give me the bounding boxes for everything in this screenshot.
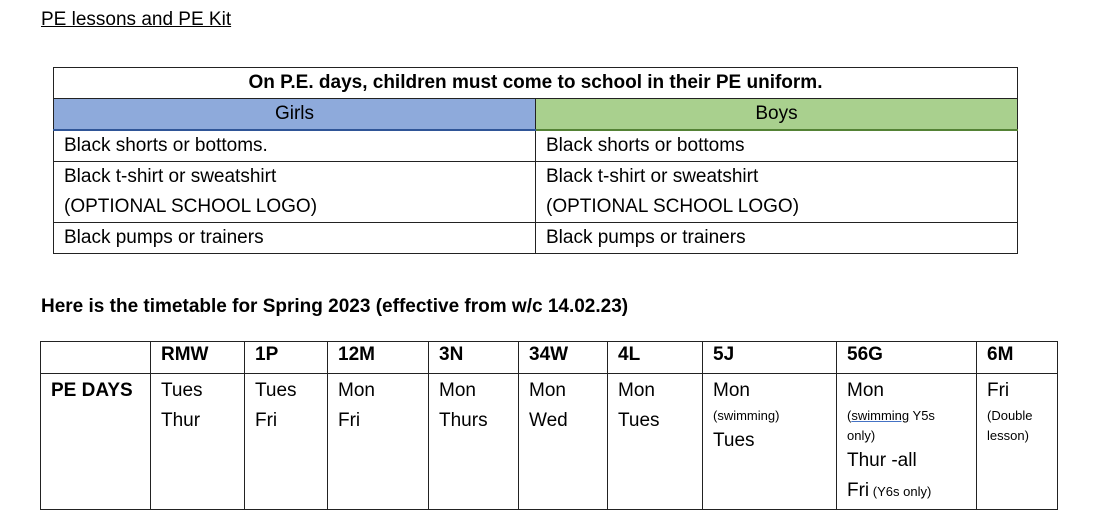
days-cell <box>608 374 703 510</box>
day: Fri <box>338 410 361 431</box>
day: Tues <box>618 410 660 431</box>
day: Wed <box>529 410 568 431</box>
day: Fri <box>255 410 278 431</box>
class-header: 3N <box>429 342 519 374</box>
day: Mon <box>618 380 655 401</box>
days-cell <box>519 374 608 510</box>
class-header: 12M <box>328 342 429 374</box>
boys-item <box>536 162 1018 223</box>
class-header: RMW <box>151 342 245 374</box>
day: Tues <box>713 430 755 451</box>
timetable <box>40 341 1058 510</box>
day: Thurs <box>439 410 488 431</box>
girls-item: Black pumps or trainers <box>54 223 536 254</box>
item-line: Black t-shirt or sweatshirt <box>546 166 759 187</box>
boys-item: Black pumps or trainers <box>536 223 1018 254</box>
item-line: (OPTIONAL SCHOOL LOGO) <box>546 196 800 217</box>
day: Mon <box>847 380 884 401</box>
day: Thur -all <box>847 450 917 471</box>
day: Mon <box>338 380 375 401</box>
days-cell <box>703 374 837 510</box>
uniform-heading: On P.E. days, children must come to school in their PE uniform. <box>54 68 1018 99</box>
day-note-link: swimming <box>851 408 910 423</box>
class-header: 6M <box>977 342 1058 374</box>
boys-header: Boys <box>536 99 1018 131</box>
day: Mon <box>529 380 566 401</box>
item-line: (OPTIONAL SCHOOL LOGO) <box>64 196 318 217</box>
day: Thur <box>161 410 201 431</box>
class-header: 5J <box>703 342 837 374</box>
corner-cell <box>41 342 151 374</box>
girls-item: Black shorts or bottoms. <box>54 130 536 162</box>
day-note: (Y6s only) <box>869 484 932 499</box>
girls-header: Girls <box>54 99 536 131</box>
days-cell <box>245 374 328 510</box>
day: Mon <box>713 380 750 401</box>
day: Mon <box>439 380 476 401</box>
class-header: 56G <box>837 342 977 374</box>
days-cell <box>151 374 245 510</box>
day: Tues <box>255 380 297 401</box>
uniform-table <box>53 67 1018 254</box>
day-note: (swimming) <box>713 408 780 423</box>
day-note: (Double lesson) <box>987 408 1033 443</box>
day: Fri <box>987 380 1010 401</box>
days-cell <box>977 374 1058 510</box>
days-cell <box>837 374 977 510</box>
row-label: PE DAYS <box>41 374 151 510</box>
class-header: 34W <box>519 342 608 374</box>
day-note: ( <box>847 408 852 423</box>
class-header: 4L <box>608 342 703 374</box>
days-cell <box>429 374 519 510</box>
day: Tues <box>161 380 203 401</box>
timetable-heading: Here is the timetable for Spring 2023 (effective from w/c 14.02.23) <box>41 296 629 317</box>
day: Fri <box>847 480 870 501</box>
days-cell <box>328 374 429 510</box>
boys-item: Black shorts or bottoms <box>536 130 1018 162</box>
item-line: Black t-shirt or sweatshirt <box>64 166 277 187</box>
day-note: Y5s only) <box>847 408 935 443</box>
page-title: PE lessons and PE Kit <box>41 9 232 30</box>
girls-item <box>54 162 536 223</box>
class-header: 1P <box>245 342 328 374</box>
